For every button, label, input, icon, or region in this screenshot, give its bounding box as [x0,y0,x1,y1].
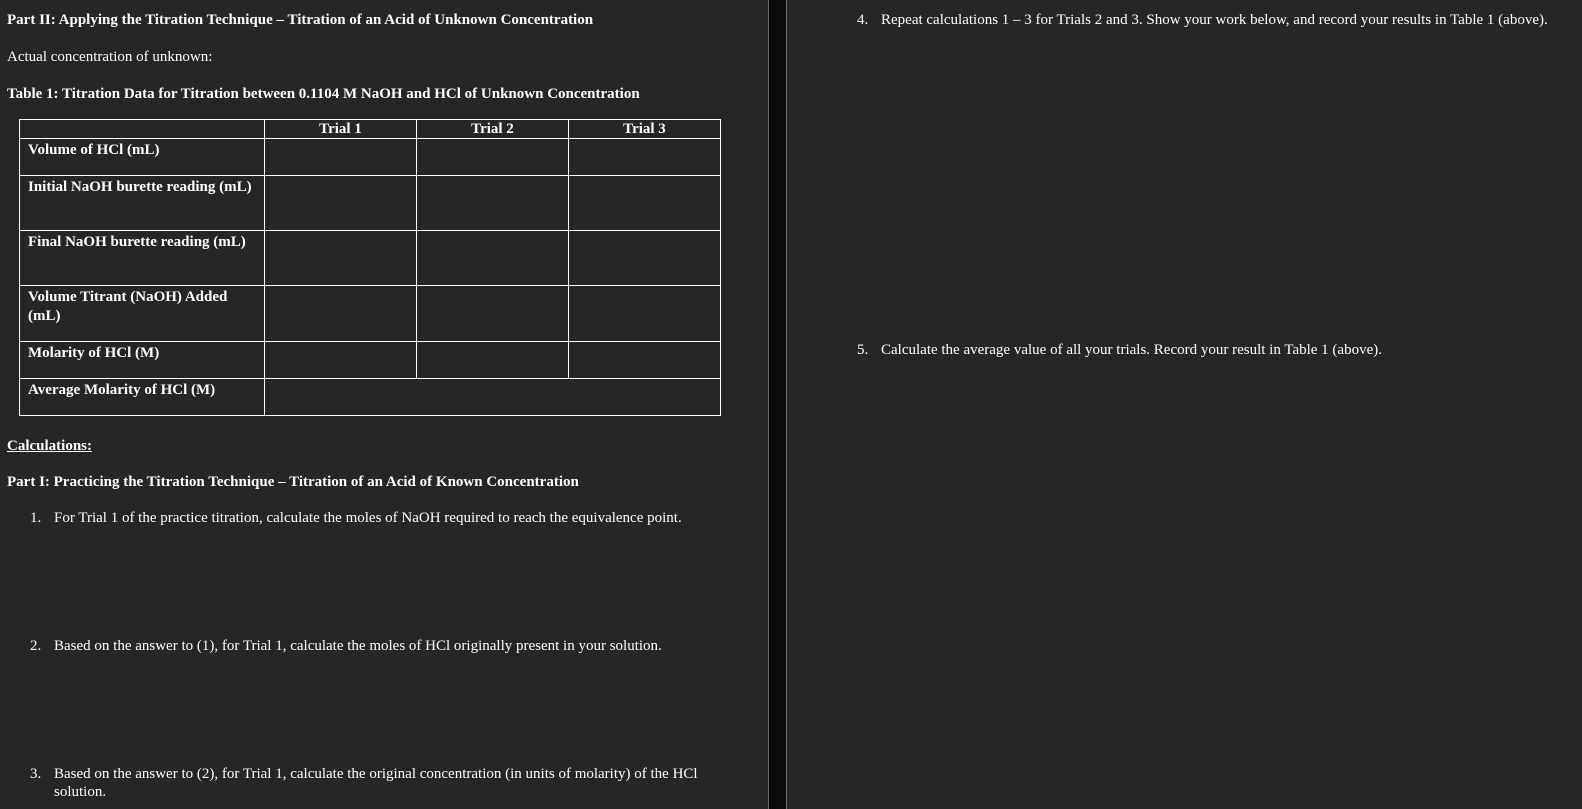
cell-trial-1[interactable] [265,139,417,176]
table-row [20,176,721,231]
table-row [20,379,721,416]
row-label-initial-burette: Initial NaOH burette reading (mL) [20,176,265,231]
table-header-blank [20,120,265,139]
part1-heading: Part I: Practicing the Titration Technique – Titration of an Acid of Known Concentration [7,474,579,490]
cell-trial-3[interactable] [569,342,721,379]
calculations-heading: Calculations: [7,438,93,454]
row-label-volume-hcl: Volume of HCl (mL) [20,139,265,176]
table-row [20,139,721,176]
item-number: 1. [30,510,42,526]
table-header-trial-2: Trial 2 [417,120,569,139]
list-item [857,341,1557,361]
table-row [20,231,721,286]
cell-trial-3[interactable] [569,231,721,286]
cell-trial-1[interactable] [265,342,417,379]
cell-trial-1[interactable] [265,176,417,231]
page-left [0,0,769,809]
item-text: For Trial 1 of the practice titration, calculate the moles of NaOH required to reach the equivalence point. [54,510,682,526]
cell-average-value[interactable] [265,379,721,416]
table-row [20,286,721,342]
cell-trial-3[interactable] [569,139,721,176]
cell-trial-3[interactable] [569,286,721,342]
list-item [30,509,730,529]
cell-trial-2[interactable] [417,176,569,231]
table-header-trial-1: Trial 1 [265,120,417,139]
page-right [786,0,1582,809]
cell-trial-2[interactable] [417,342,569,379]
list-item [857,11,1557,51]
cell-trial-2[interactable] [417,231,569,286]
cell-trial-1[interactable] [265,231,417,286]
item-text: Based on the answer to (2), for Trial 1, calculate the original concentration (in units of molarity) of the HCl solution. [54,766,698,800]
cell-trial-1[interactable] [265,286,417,342]
table-header-row [20,120,721,139]
actual-concentration-label: Actual concentration of unknown: [7,49,213,65]
row-label-molarity-hcl: Molarity of HCl (M) [20,342,265,379]
part2-heading: Part II: Applying the Titration Technique – Titration of an Acid of Unknown Concentration [7,12,594,28]
cell-trial-3[interactable] [569,176,721,231]
item-number: 4. [857,12,869,28]
table-caption: Table 1: Titration Data for Titration between 0.1104 M NaOH and HCl of Unknown Concentration [7,86,640,102]
item-number: 2. [30,638,42,654]
cell-trial-2[interactable] [417,139,569,176]
list-item [30,765,730,805]
titration-data-table [19,119,721,416]
item-number: 3. [30,766,42,782]
row-label-final-burette: Final NaOH burette reading (mL) [20,231,265,286]
row-label-volume-titrant: Volume Titrant (NaOH) Added (mL) [20,286,265,342]
cell-trial-2[interactable] [417,286,569,342]
item-text: Repeat calculations 1 – 3 for Trials 2 and 3. Show your work below, and record your results in Table 1 (above). [881,12,1548,28]
list-item [30,637,730,657]
row-label-average-molarity: Average Molarity of HCl (M) [20,379,265,416]
table-row [20,342,721,379]
item-text: Calculate the average value of all your trials. Record your result in Table 1 (above). [881,342,1382,358]
table-header-trial-3: Trial 3 [569,120,721,139]
item-text: Based on the answer to (1), for Trial 1, calculate the moles of HCl originally present in your solution. [54,638,662,654]
item-number: 5. [857,342,869,358]
